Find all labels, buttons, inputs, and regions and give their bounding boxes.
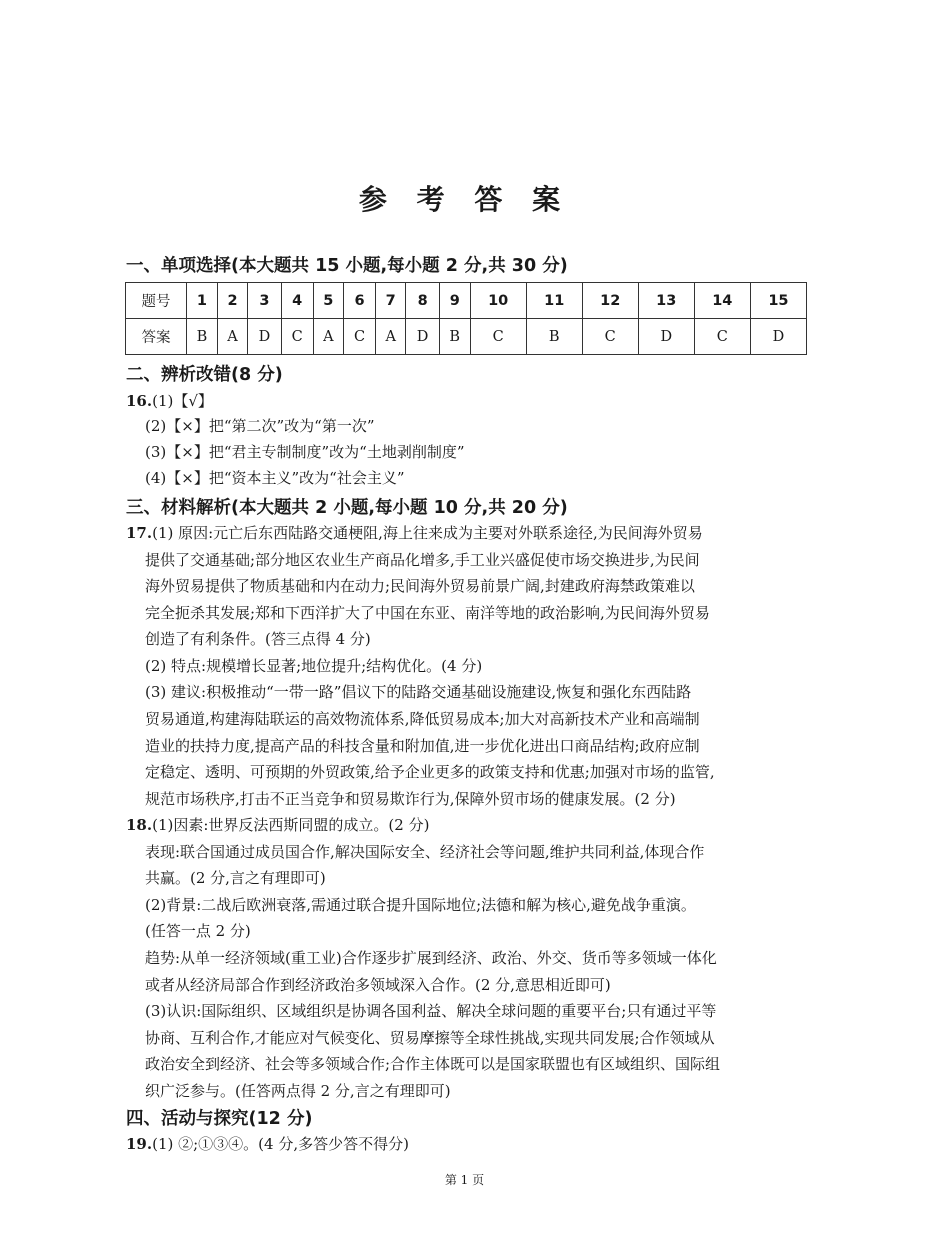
q18-line: 共赢。(2 分,言之有理即可) — [145, 869, 326, 887]
table-row-answers — [126, 319, 807, 355]
table-cell: 13 — [638, 283, 694, 319]
answer-text: (1)因素:世界反法西斯同盟的成立。(2 分) — [152, 816, 430, 834]
table-cell: 1 — [187, 283, 218, 319]
table-cell: A — [313, 319, 343, 355]
table-cell: C — [281, 319, 313, 355]
section-4-heading: 四、活动与探究(12 分) — [126, 1109, 313, 1129]
q17-line: 海外贸易提供了物质基础和内在动力;民间海外贸易前景广阔,封建政府海禁政策难以 — [145, 577, 695, 595]
q17-line: 造业的扶持力度,提高产品的科技含量和附加值,进一步优化进出口商品结构;政府应制 — [145, 737, 700, 755]
q18-line: 表现:联合国通过成员国合作,解决国际安全、经济社会等问题,维护共同利益,体现合作 — [145, 843, 705, 861]
question-number: 16. — [126, 392, 153, 410]
answer-text: (1) ②;①③④。(4 分,多答少答不得分) — [152, 1135, 409, 1153]
table-cell: 14 — [694, 283, 750, 319]
table-cell: C — [470, 319, 526, 355]
q17-line: 定稳定、透明、可预期的外贸政策,给予企业更多的政策支持和优惠;加强对市场的监管, — [145, 763, 715, 781]
table-row-numbers — [126, 283, 807, 319]
table-cell: C — [344, 319, 376, 355]
q18-line: (2)背景:二战后欧洲衰落,需通过联合提升国际地位;法德和解为核心,避免战争重演。 — [145, 896, 696, 914]
table-cell: 3 — [248, 283, 281, 319]
table-cell: C — [694, 319, 750, 355]
table-cell: B — [439, 319, 470, 355]
question-number: 17. — [126, 524, 153, 542]
table-cell: C — [582, 319, 638, 355]
q16-line-3: (3)【×】把“君主专制制度”改为“土地剥削制度” — [145, 443, 465, 461]
table-cell: 2 — [217, 283, 247, 319]
table-cell: 15 — [750, 283, 806, 319]
q16-line-1 — [126, 391, 213, 411]
table-cell: A — [376, 319, 406, 355]
row-label-numbers: 题号 — [126, 283, 187, 319]
q18-line: 织广泛参与。(任答两点得 2 分,言之有理即可) — [145, 1082, 451, 1100]
q17-line: (2) 特点:规模增长显著;地位提升;结构优化。(4 分) — [145, 657, 483, 675]
table-cell: 7 — [376, 283, 406, 319]
q18-line: 或者从经济局部合作到经济政治多领域深入合作。(2 分,意思相近即可) — [145, 976, 611, 994]
section-3-heading: 三、材料解析(本大题共 2 小题,每小题 10 分,共 20 分) — [126, 498, 568, 518]
table-cell: D — [406, 319, 439, 355]
table-cell: 11 — [526, 283, 582, 319]
q18-line-1 — [126, 815, 429, 835]
q19-line-1 — [126, 1134, 409, 1154]
q17-line: 创造了有利条件。(答三点得 4 分) — [145, 630, 371, 648]
q18-line: (任答一点 2 分) — [145, 922, 251, 940]
page-footer: 第 1 页 — [444, 1173, 485, 1187]
table-cell: 12 — [582, 283, 638, 319]
table-cell: 9 — [439, 283, 470, 319]
answer-text: (1)【√】 — [152, 392, 213, 410]
table-cell: 4 — [281, 283, 313, 319]
q17-line: (3) 建议:积极推动“一带一路”倡议下的陆路交通基础设施建设,恢复和强化东西陆路 — [145, 683, 692, 701]
q17-line: 贸易通道,构建海陆联运的高效物流体系,降低贸易成本;加大对高新技术产业和高端制 — [145, 710, 700, 728]
question-number: 19. — [126, 1135, 153, 1153]
row-label-answers: 答案 — [126, 319, 187, 355]
table-cell: 6 — [344, 283, 376, 319]
table-cell: 10 — [470, 283, 526, 319]
q17-line: 规范市场秩序,打击不正当竞争和贸易欺诈行为,保障外贸市场的健康发展。(2 分) — [145, 790, 676, 808]
table-cell: D — [750, 319, 806, 355]
page-title: 参 考 答 案 — [358, 183, 571, 216]
table-cell: D — [248, 319, 281, 355]
table-cell: B — [526, 319, 582, 355]
table-cell: 5 — [313, 283, 343, 319]
table-cell: 8 — [406, 283, 439, 319]
table-cell: D — [638, 319, 694, 355]
answer-table — [125, 282, 807, 355]
q18-line: 协商、互利合作,才能应对气候变化、贸易摩擦等全球性挑战,实现共同发展;合作领域从 — [145, 1029, 715, 1047]
table-cell: A — [217, 319, 247, 355]
q18-line: 趋势:从单一经济领域(重工业)合作逐步扩展到经济、政治、外交、货币等多领域一体化 — [145, 949, 717, 967]
q17-line: 完全扼杀其发展;郑和下西洋扩大了中国在东亚、南洋等地的政治影响,为民间海外贸易 — [145, 604, 710, 622]
q18-line: (3)认识:国际组织、区域组织是协调各国利益、解决全球问题的重要平台;只有通过平等 — [145, 1002, 717, 1020]
question-number: 18. — [126, 816, 153, 834]
q16-line-4: (4)【×】把“资本主义”改为“社会主义” — [145, 469, 405, 487]
section-2-heading: 二、辨析改错(8 分) — [126, 365, 283, 385]
q17-line: 提供了交通基础;部分地区农业生产商品化增多,手工业兴盛促使市场交换进步,为民间 — [145, 551, 700, 569]
q16-line-2: (2)【×】把“第二次”改为“第一次” — [145, 417, 375, 435]
section-1-heading: 一、单项选择(本大题共 15 小题,每小题 2 分,共 30 分) — [126, 256, 568, 276]
table-cell: B — [187, 319, 218, 355]
answer-text: (1) 原因:元亡后东西陆路交通梗阻,海上往来成为主要对外联系途径,为民间海外贸易 — [152, 524, 703, 542]
q17-line-1 — [126, 523, 703, 543]
q18-line: 政治安全到经济、社会等多领域合作;合作主体既可以是国家联盟也有区域组织、国际组 — [145, 1055, 721, 1073]
